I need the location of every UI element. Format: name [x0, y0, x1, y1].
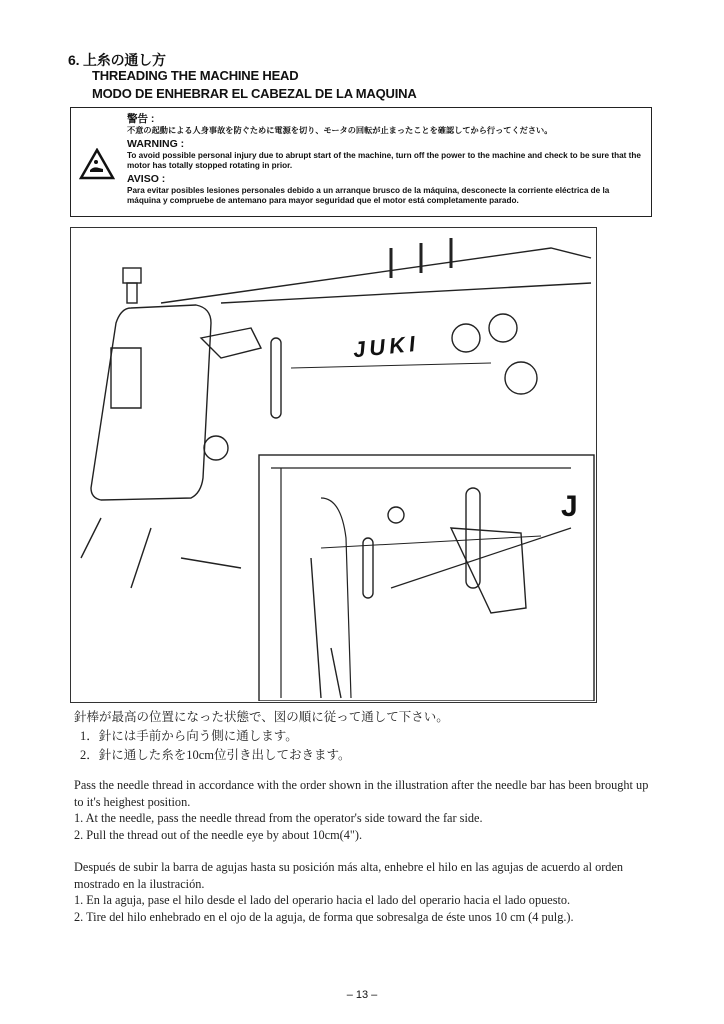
- juki-logo-inset: J: [561, 490, 578, 523]
- section-title-es: MODO DE ENHEBRAR EL CABEZAL DE LA MAQUINA: [92, 86, 417, 101]
- instructions: [74, 708, 654, 925]
- en-step-2: 2. Pull the thread out of the needle eye by about 10cm(4").: [74, 827, 363, 842]
- warning-text-jp: 不意の起動による人身事故を防ぐために電源を切り、モータの回転が止まったことを確認してから行ってください。: [127, 126, 553, 135]
- en-intro: Pass the needle thread in accordance with the order shown in the illustration after the needle bar has been brought up to it's heighest position.: [74, 778, 649, 809]
- es-step-2: 2. Tire del hilo enhebrado en el ojo de la aguja, de forma que sobresalga de éste unos 10 cm (4 pulg.).: [74, 909, 574, 924]
- jp-step-2: 2．針に通した糸を10cm位引き出しておきます。: [80, 748, 351, 762]
- warning-text-en: To avoid possible personal injury due to abrupt start of the machine, turn off the power to the machine and check to be sure that the motor has totally stopped rotating in prior.: [127, 151, 641, 170]
- section-title-en: THREADING THE MACHINE HEAD: [92, 68, 299, 83]
- warning-box: [70, 107, 652, 217]
- warning-label-es: AVISO :: [127, 173, 166, 185]
- threading-illustration: [70, 227, 597, 703]
- en-step-1: 1. At the needle, pass the needle thread from the operator's side toward the far side.: [74, 811, 483, 825]
- warning-text-es: Para evitar posibles lesiones personales debido a un arranque brusco de la máquina, desconecte la corriente eléctrica de la máquina y compruebe de antemano para mayor seguridad que el motor está completamente parado.: [127, 186, 610, 205]
- section-title-jp: 6. 上糸の通し方: [68, 52, 166, 68]
- jp-step-1: 1．針には手前から向う側に通します。: [80, 729, 298, 743]
- jp-intro: 針棒が最高の位置になった状態で、図の順に従って通して下さい。: [74, 710, 449, 724]
- page-number: – 13 –: [346, 989, 378, 1001]
- hand-hazard-warning-icon: [79, 148, 115, 180]
- es-intro: Después de subir la barra de agujas hasta su posición más alta, enhebre el hilo en las agujas de acuerdo al orden mostrado en la ilustración.: [74, 860, 624, 891]
- warning-label-jp: 警告 :: [127, 113, 155, 125]
- warning-label-en: WARNING :: [127, 138, 185, 150]
- juki-logo: JUKI: [351, 330, 421, 363]
- es-step-1: 1. En la aguja, pase el hilo desde el lado del operario hacia el lado del operario hacia el lado opuesto.: [74, 893, 571, 907]
